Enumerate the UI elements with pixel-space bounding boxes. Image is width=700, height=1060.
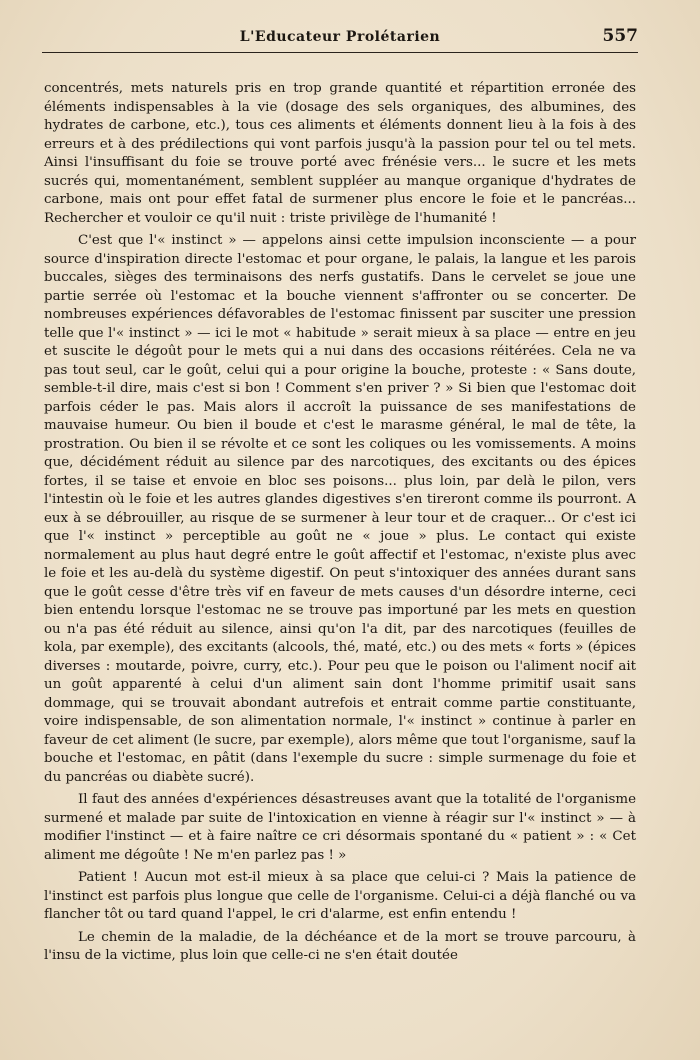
page-header: [42, 26, 638, 50]
paragraph: concentrés, mets naturels pris en trop grande quantité et répartition erronée des éléments indispensables à la vie (dosage des sels organiques, des albumines, des hydrates de carbone, etc.), tous ces aliments et éléments donnent lieu à la fois à des erreurs et à des prédilections qui vont parfois jusqu'à la passion pour tel ou tel mets. Ainsi l'insuffisant du foie se trouve porté avec frénésie vers... le sucre et les mets sucrés qui, momentanément, semblent suppléer au manque organique d'hydrates de carbone, mais ont pour effet fatal de surmener plus encore le foie et le pancréas... Rechercher et vouloir ce qu'il nuit : triste privilège de l'humanité !: [44, 81, 636, 226]
running-title: L'Educateur Prolétarien: [239, 29, 441, 45]
paragraph: Le chemin de la maladie, de la déchéance et de la mort se trouve parcouru, à l'insu de la victime, plus loin que celle-ci ne s'en était doutée: [44, 929, 636, 963]
paragraph: Patient ! Aucun mot est-il mieux à sa place que celui-ci ? Mais la patience de l'instinct est parfois plus longue que celle de l'organisme. Celui-ci a déjà flanché ou va flancher tôt ou tard quand l'appel, le cri d'alarme, est enfin entendu !: [44, 870, 636, 922]
paragraph: C'est que l'« instinct » — appelons ainsi cette impulsion inconsciente — a pour source d'inspiration directe l'estomac et pour organe, le palais, la langue et les parois buccales, sièges des terminaisons des nerfs gustatifs. Dans le cervelet se joue une partie serrée où l'estomac et la bouche viennent s'affronter ou se concerter. De nombreuses expériences défavorables de l'estomac finissent par susciter une pression telle que l'« instinct » — ici le mot « habitude » serait mieux à sa place — entre en jeu et suscite le dégoût pour le mets qui a nui dans des occasions réitérées. Cela ne va pas tout seul, car le goût, celui qui a pour origine la bouche, proteste : « Sans doute, semble-t-il dire, mais c'est si bon ! Comment s'en priver ? » Si bien que l'estomac doit parfois céder le pas. Mais alors il accroît la puissance de ses manifestations de mauvaise humeur. Ou bien il boude et c'est le marasme général, le mal de tête, la prostration. Ou bien il se révolte et ce sont les coliques ou les vomissements. A moins que, décidément réduit au silence par des narcotiques, des excitants ou des épices fortes, il se taise et envoie en bloc ses poisons... plus loin, par delà le pilon, vers l'intestin où le foie et les autres glandes digestives s'en tireront comme ils pourront. A eux à se débrouiller, au risque de se surmener à leur tour et de craquer... Or c'est ici que l'« instinct » perceptible au goût ne « joue » plus. Le contact qui existe normalement au plus haut degré entre le goût affectif et l'estomac, n'existe plus avec le foie et les au-delà du système digestif. On peut s'intoxiquer des années durant sans que le goût cesse d'être très vif en faveur de mets causes d'un désordre interne, ceci bien entendu lorsque l'estomac ne se trouve pas importuné par les mets en question ou n'a pas été réduit au silence, ainsi qu'on l'a dit, par des narcotiques (feuilles de kola, par exemple), des excitants (alcools, thé, maté, etc.) ou des mets « forts » (épices diverses : moutarde, poivre, curry, etc.). Pour peu que le poison ou l'aliment nocif ait un goût apparenté à celui d'un aliment sain dont l'homme primitif usait sans dommage, qui se trouvait abondant autrefois et entrait comme partie constituante, voire indispensable, de son alimentation normale, l'« instinct » continue à parler en faveur de cet aliment (le sucre, par exemple), alors même que tout l'organisme, sauf la bouche et l'estomac, en pâtit (dans l'exemple du sucre : simple surmenage du foie et du pancréas ou diabète sucré).: [44, 233, 636, 785]
header-rule: [42, 52, 638, 53]
body-text: [44, 80, 636, 970]
paragraph: Il faut des années d'expériences désastreuses avant que la totalité de l'organisme surmené et malade par suite de l'intoxication en vienne à réagir sur l'« instinct » — à modifier l'instinct — et à faire naître ce cri désormais spontané du « patient » : « Cet aliment me dégoûte ! Ne m'en parlez pas ! »: [44, 792, 636, 863]
page-number: 557: [602, 26, 638, 46]
